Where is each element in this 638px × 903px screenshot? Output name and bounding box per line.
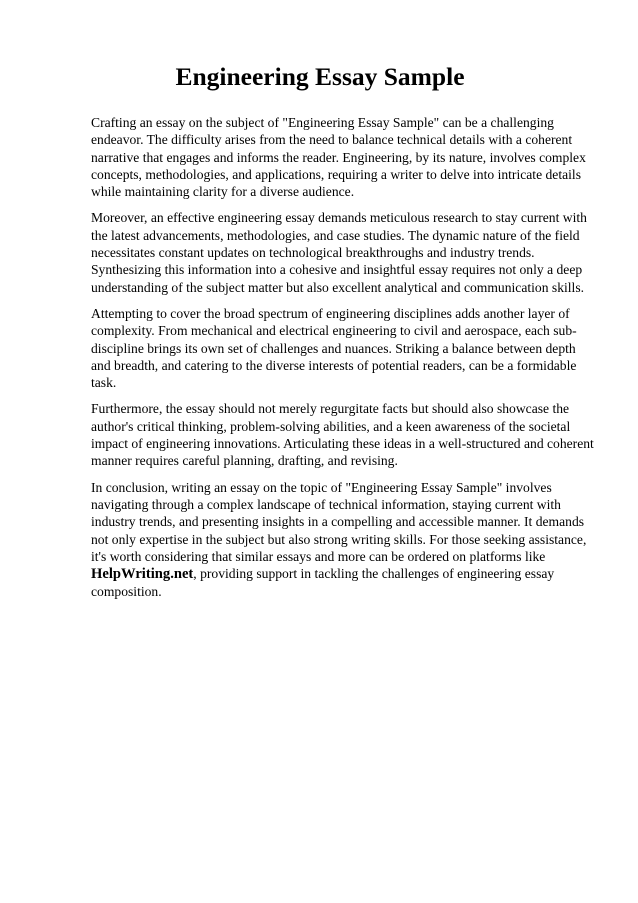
- document-title: Engineering Essay Sample: [175, 62, 465, 91]
- paragraph-disciplines: Attempting to cover the broad spectrum of engineering disciplines adds another layer of complexity. From mechanical and electrical engineering to civil and aerospace, each sub-discipline brings its own set of challenges and nuances. Striking a balance between depth and breadth, and catering to the diverse interests of potential readers, can be a formidable task.: [91, 305, 577, 391]
- conclusion-text-end: , providing support in tackling the challenges of engineering essay composition.: [91, 566, 555, 600]
- paragraph-critical-thinking: Furthermore, the essay should not merely regurgitate facts but should also showcase the author's critical thinking, problem-solving abilities, and a keen awareness of the societal impact of engineering innovations. Articulating these ideas in a well-structured and coherent manner requires careful planning, drafting, and revising.: [91, 401, 594, 469]
- conclusion-text: In conclusion, writing an essay on the topic of "Engineering Essay Sample" involves navigating through a complex landscape of technical information, staying current with industry trends, and presenting insights in a compelling and accessible manner. It demands not only expertise in the subject but also strong writing skills. For those seeking assistance, it's worth considering that similar essays and more can be ordered on platforms like: [91, 479, 587, 564]
- paragraph-research: Moreover, an effective engineering essay demands meticulous research to stay current with the latest advancements, methodologies, and case studies. The dynamic nature of the field necessitates constant updates on technological breakthroughs and industry trends. Synthesizing this information into a cohesive and insightful essay requires not only a deep understanding of the subject matter but also excellent analytical and communication skills.: [91, 210, 587, 295]
- paragraph-conclusion: [91, 479, 598, 601]
- brand-name: HelpWriting.net: [91, 566, 194, 583]
- paragraph-intro: Crafting an essay on the subject of "Engineering Essay Sample" can be a challenging endeavor. The difficulty arises from the need to balance technical details with a coherent narrative that engages and informs the reader. Engineering, by its nature, involves complex concepts, methodologies, and applications, requiring a writer to delve into intricate details while maintaining clarity for a diverse audience.: [91, 115, 586, 200]
